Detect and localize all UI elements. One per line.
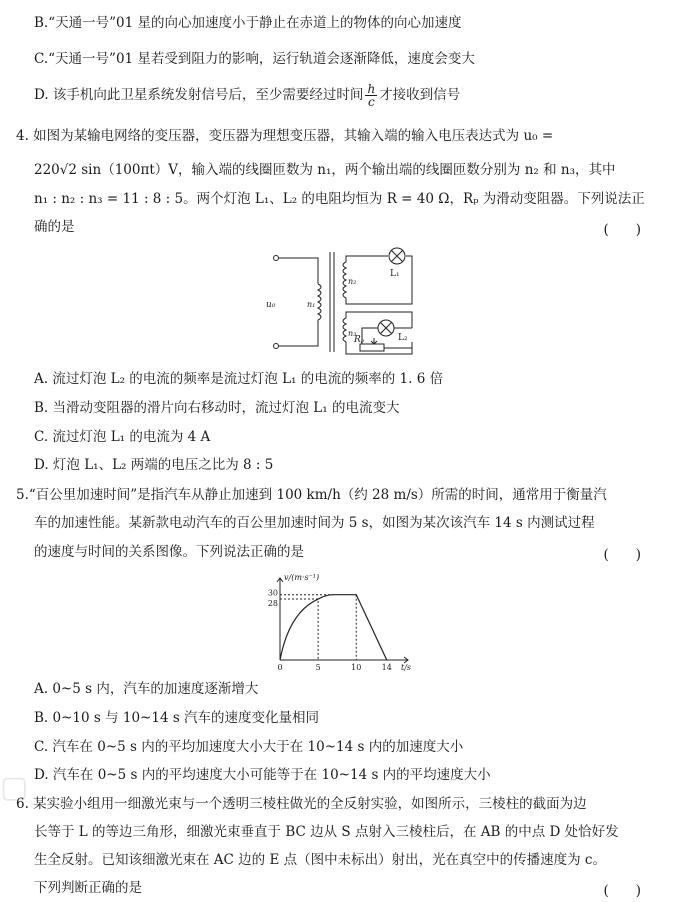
q4-option-c: C. 流过灯泡 L₁ 的电流为 4 A	[34, 429, 211, 445]
y-tick-30: 30	[267, 588, 278, 598]
q5-answer-parens: ( )	[603, 547, 641, 563]
x-tick-5: 5	[315, 663, 321, 672]
q6-stem-line1: 6. 某实验小组用一细激光束与一个透明三棱柱做光的全反射实验，如图所示，三棱柱的截面为边	[16, 796, 587, 812]
origin-label: 0	[277, 663, 283, 672]
prev-option-d-tail: 才接收到信号	[379, 87, 461, 103]
q5-stem-line3: 的速度与时间的关系图像。下列说法正确的是	[34, 544, 304, 560]
input-terminal-top	[274, 256, 279, 261]
q5-option-c: C. 汽车在 0~5 s 内的平均加速度大小大于在 10~14 s 内的加速度大小	[34, 739, 464, 755]
velocity-time-chart	[262, 574, 412, 674]
prev-option-c: C.“天通一号”01 星若受到阻力的影响，运行轨道会逐渐降低，速度会变大	[34, 51, 475, 67]
y-axis-label: v/(m·s⁻¹)	[284, 574, 320, 582]
q5-stem-line2: 车的加速性能。某新款电动汽车的百公里加速时间为 5 s，如图为某次该汽车 14 s 内测试过程	[34, 515, 595, 531]
x-axis-label: t/s	[400, 663, 412, 672]
velocity-curve	[280, 595, 387, 660]
label-l2: L₂	[398, 333, 408, 343]
fraction-h-over-c	[365, 83, 377, 108]
rheostat-rp	[360, 344, 384, 351]
q6-stem-line4: 下列判断正确的是	[34, 880, 142, 896]
label-n3: n₃	[348, 329, 357, 338]
rheostat-slider-arrow	[371, 338, 377, 344]
label-u0: u₀	[266, 300, 276, 310]
guide-28-at-5s	[280, 599, 318, 660]
q6-stem-line3: 生全反射。已知该细激光束在 AC 边的 E 点（图中未标出）射出，光在真空中的传播速度为 c。	[34, 852, 606, 868]
x-tick-14: 14	[381, 663, 392, 672]
secondary-coil-n2	[343, 262, 346, 298]
fraction-denominator: c	[367, 95, 375, 109]
y-tick-28: 28	[267, 599, 278, 609]
prev-option-d	[34, 82, 661, 108]
q5-option-d: D. 汽车在 0~5 s 内的平均速度大小可能等于在 10~14 s 内的平均速度大小	[34, 767, 491, 783]
q4-answer-parens: ( )	[603, 222, 641, 238]
label-n2: n₂	[348, 277, 357, 286]
q5-stem-line1: 5.“百公里加速时间”是指汽车从静止加速到 100 km/h（约 28 m/s）所需的时间，通常用于衡量汽	[16, 487, 607, 503]
q6-answer-parens: ( )	[603, 883, 641, 899]
transformer-circuit-diagram	[262, 244, 442, 360]
fraction-numerator: h	[367, 82, 376, 96]
q4-stem-line1: 4. 如图为某输电网络的变压器，变压器为理想变压器，其输入端的输入电压表达式为 u₀ =	[16, 128, 554, 144]
q4-option-a: A. 流过灯泡 L₂ 的电流的频率是流过灯泡 L₁ 的电流的频率的 1. 6 倍	[34, 371, 444, 387]
label-n1: n₁	[307, 300, 316, 309]
q5-option-a: A. 0~5 s 内，汽车的加速度逐渐增大	[34, 681, 259, 697]
label-rp: Rₚ	[354, 335, 365, 345]
input-terminal-bottom	[274, 344, 279, 349]
q6-stem-line2: 长等于 L 的等边三角形，细激光束垂直于 BC 边从 S 点射入三棱柱后，在 AB 的中点 D 处恰好发	[34, 824, 619, 840]
secondary-coil-n3	[343, 318, 346, 342]
x-tick-10: 10	[351, 663, 362, 672]
q5-option-b: B. 0~10 s 与 10~14 s 汽车的速度变化量相同	[34, 710, 320, 726]
prev-option-b: B.“天通一号”01 星的向心加速度小于静止在赤道上的物体的向心加速度	[34, 15, 462, 31]
primary-coil	[318, 284, 321, 320]
q4-stem-line3: n₁ : n₂ : n₃ = 11 : 8 : 5。两个灯泡 L₁、L₂ 的电阻均恒为 R = 40 Ω，Rₚ 为滑动变阻器。下列说法正	[34, 191, 645, 207]
q4-option-b: B. 当滑动变阻器的滑片向右移动时，流过灯泡 L₁ 的电流变大	[34, 400, 400, 416]
q4-stem-line4: 确的是	[34, 219, 75, 235]
q4-option-d: D. 灯泡 L₁、L₂ 两端的电压之比为 8 : 5	[34, 457, 274, 473]
q4-stem-line2: 220√2 sin（100πt）V，输入端的线圈匝数为 n₁，两个输出端的线圈匝数分别为 n₂ 和 n₃，其中	[34, 162, 616, 178]
label-l1: L₁	[390, 269, 400, 279]
watermark-logo: ▢	[0, 770, 29, 805]
prev-option-d-text: D. 该手机向此卫星系统发射信号后，至少需要经过时间	[34, 87, 364, 103]
